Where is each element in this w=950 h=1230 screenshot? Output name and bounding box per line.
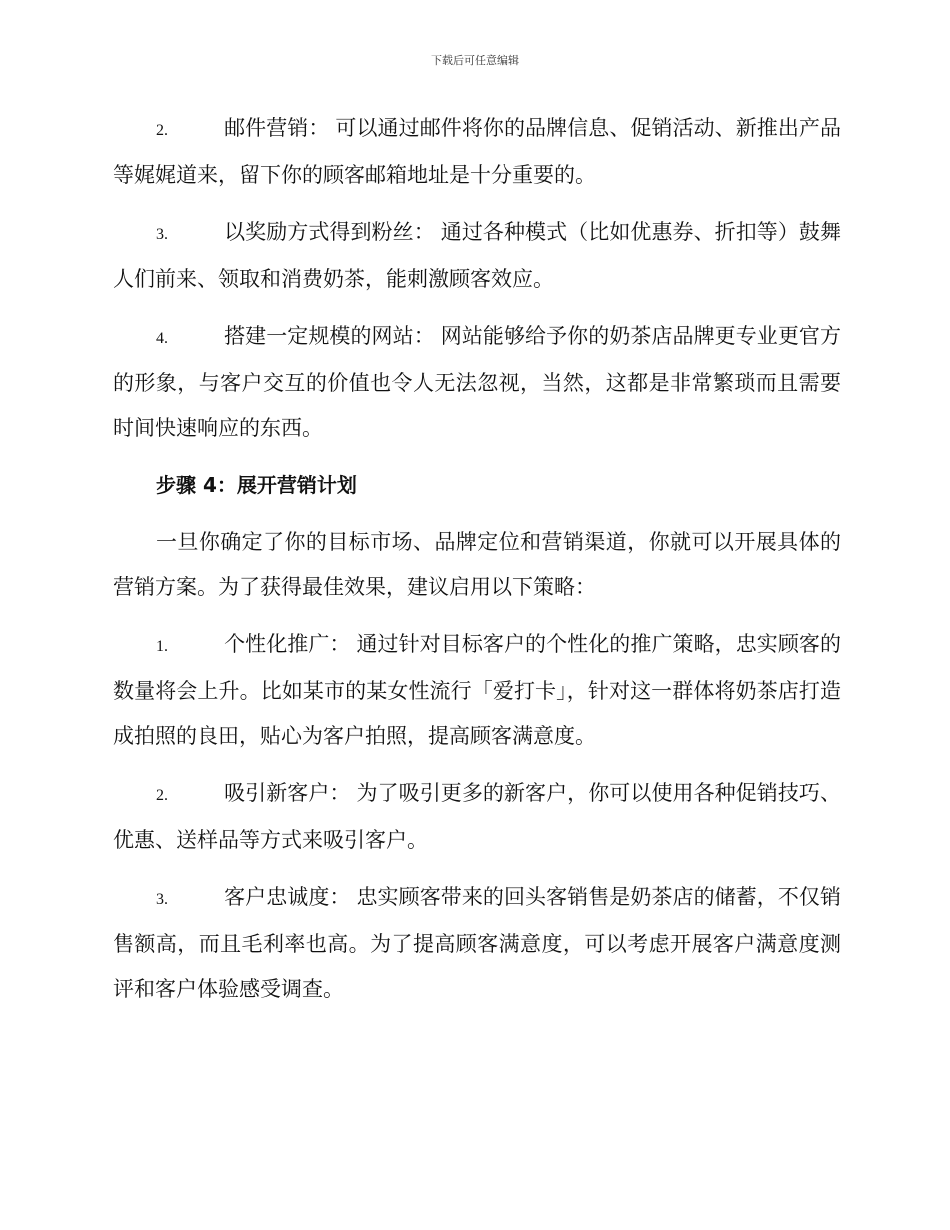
list-item-text: 为了吸引更多的新客户，你可以使用各种促销技巧、优惠、送样品等方式来吸引客户。 <box>113 781 841 852</box>
list-number: 1. <box>156 638 168 655</box>
list-item-customer-loyalty <box>113 875 841 1012</box>
list-item-text: 通过针对目标客户的个性化的推广策略，忠实顾客的数量将会上升。比如某市的某女性流行「爱打卡」，针对这一群体将奶茶店打造成拍照的良田，贴心为客户拍照，提高顾客满意度。 <box>113 632 841 748</box>
list-item-text: 网站能够给予你的奶茶店品牌更专业更官方的形象，与客户交互的价值也令人无法忽视，当然，这都是非常繁琐而且需要时间快速响应的东西。 <box>113 324 842 440</box>
step4-intro-paragraph: 一旦你确定了你的目标市场、品牌定位和营销渠道，你就可以开展具体的营销方案。为了获得最佳效果，建议启用以下策略： <box>113 530 841 599</box>
list-item-title: 个性化推广： <box>224 632 351 656</box>
list-item-email-marketing <box>113 106 841 198</box>
list-item-title: 吸引新客户： <box>224 781 351 805</box>
list-number: 3. <box>156 891 168 908</box>
list-item-text: 可以通过邮件将你的品牌信息、促销活动、新推出产品等娓娓道来，留下你的顾客邮箱地址是十分重要的。 <box>113 116 842 187</box>
document-body <box>113 106 841 1024</box>
list-item-title: 搭建一定规模的网站： <box>224 324 435 348</box>
page-header: 下载后可任意编辑 <box>431 54 519 67</box>
list-item-text: 通过各种模式（比如优惠券、折扣等）鼓舞人们前来、领取和消费奶茶，能刺激顾客效应。 <box>113 220 842 291</box>
list-item-text: 忠实顾客带来的回头客销售是奶茶店的储蓄，不仅销售额高，而且毛利率也高。为了提高顾客满意度，可以考虑开展客户满意度测评和客户体验感受调查。 <box>113 885 841 1001</box>
list-item-personalized-promotion <box>113 622 841 759</box>
list-number: 3. <box>156 226 168 243</box>
list-item-new-customers <box>113 771 841 863</box>
list-number: 4. <box>156 330 168 347</box>
list-item-title: 以奖励方式得到粉丝： <box>224 220 435 244</box>
section-heading-step4: 步骤 4：展开营销计划 <box>156 473 357 497</box>
list-number: 2. <box>156 787 168 804</box>
list-item-title: 客户忠诚度： <box>224 885 351 909</box>
list-item-reward-fans <box>113 210 841 302</box>
list-number: 2. <box>156 122 168 139</box>
list-item-title: 邮件营销： <box>224 116 330 140</box>
list-item-website <box>113 314 841 451</box>
